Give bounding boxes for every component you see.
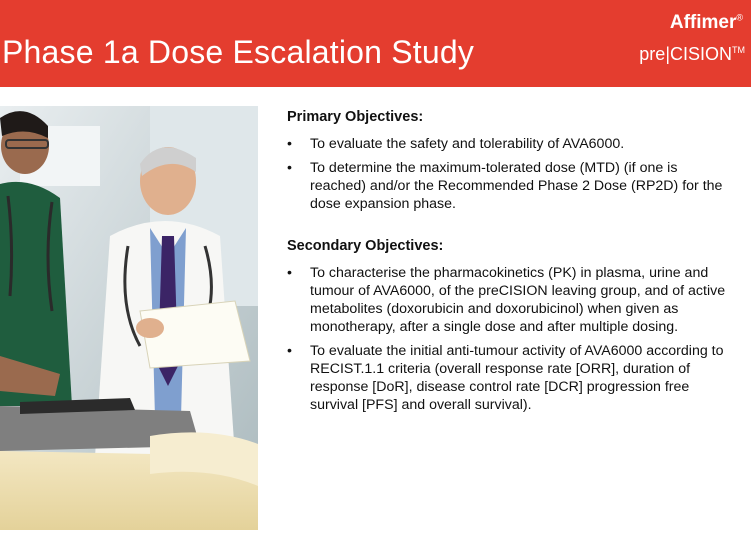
- page-title: Phase 1a Dose Escalation Study: [2, 34, 475, 70]
- brand-name: Affimer: [669, 12, 737, 33]
- list-item: [287, 342, 737, 414]
- brand-mark: ®: [736, 12, 743, 23]
- primary-objectives-list: [287, 135, 737, 213]
- bullet-icon: •: [287, 265, 292, 281]
- bullet-icon: •: [287, 160, 292, 176]
- list-item-text: To evaluate the initial anti-tumour activity of AVA6000 according to RECIST.1.1 criteria (overall response rate [ORR], duration of response [DoR], disease control rate [DCR] progression free survival [PFS] and overall survival).: [310, 343, 724, 413]
- objectives-content: [287, 108, 737, 420]
- list-item-text: To determine the maximum-tolerated dose (MTD) (if one is reached) and/or the Recommended Phase 2 Dose (RP2D) for the dose expansion phase.: [310, 160, 723, 212]
- doctors-photo: [0, 106, 258, 530]
- secondary-objectives-heading: Secondary Objectives:: [287, 238, 444, 254]
- list-item: [287, 159, 737, 213]
- secondary-objectives-list: [287, 264, 737, 414]
- brand-sub: pre|CISION: [639, 44, 732, 64]
- list-item-text: To evaluate the safety and tolerability of AVA6000.: [310, 136, 625, 152]
- brand-sub-mark: TM: [732, 45, 745, 55]
- bullet-icon: •: [287, 136, 292, 152]
- list-item-text: To characterise the pharmacokinetics (PK) in plasma, urine and tumour of AVA6000, of the preCISION leaving group, and of active metabolites (doxorubicin and doxorubicinol) when given as monotherapy, after a single dose and after multiple dosing.: [310, 265, 726, 335]
- list-item: [287, 135, 737, 153]
- affimer-logo: [670, 12, 743, 34]
- bullet-icon: •: [287, 343, 292, 359]
- primary-objectives-heading: Primary Objectives:: [287, 109, 424, 125]
- list-item: [287, 264, 737, 336]
- precision-logo: [639, 44, 745, 65]
- doctors-photo-illustration: [0, 106, 258, 530]
- header-bar: [0, 0, 751, 87]
